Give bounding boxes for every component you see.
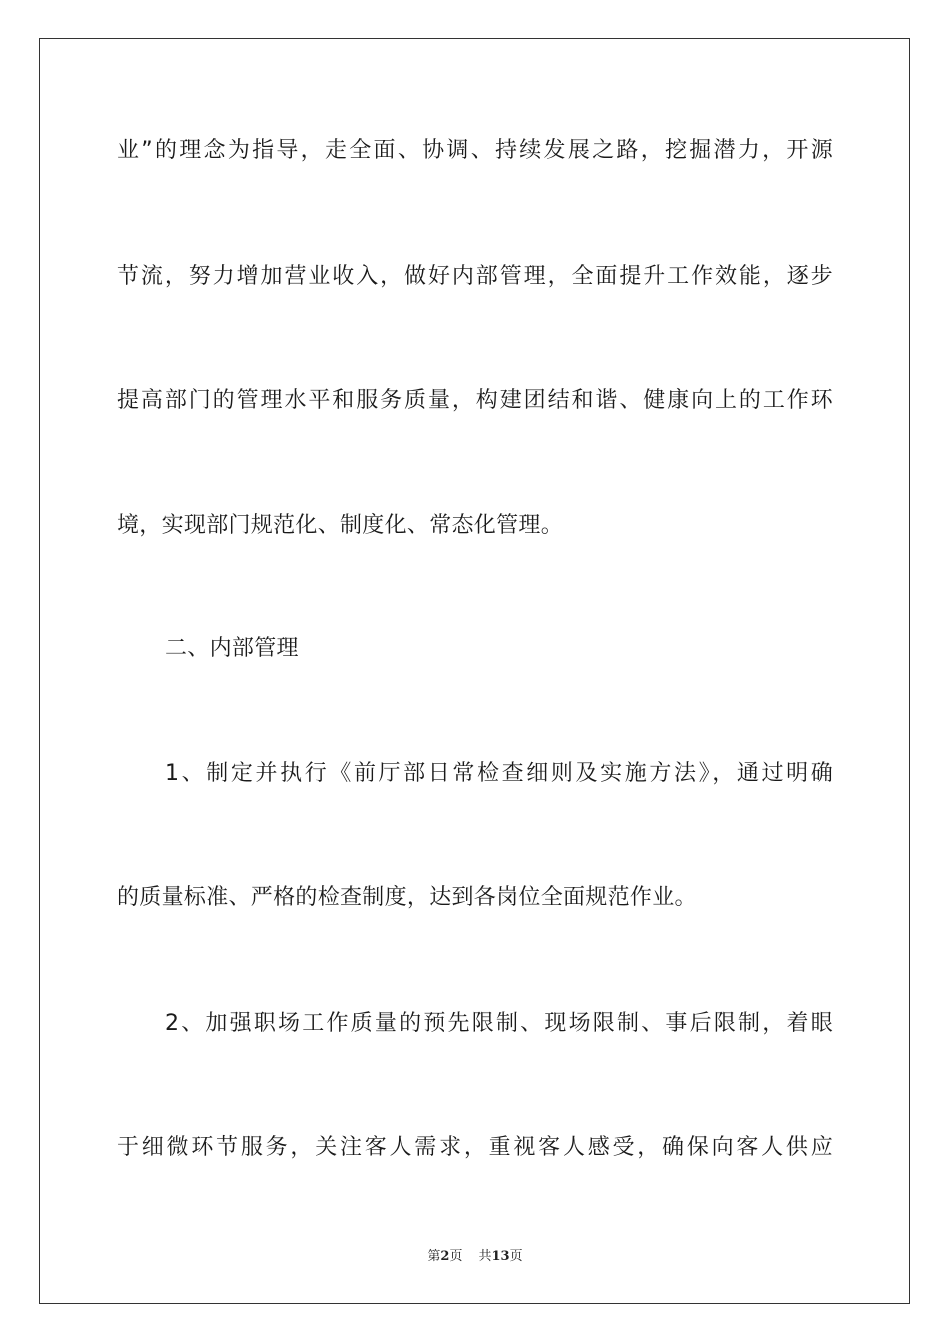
body-line-3: 提高部门的管理水平和服务质量，构建团结和谐、健康向上的工作环 — [117, 388, 833, 413]
page-border — [39, 38, 910, 1304]
list-item-2-line-1: 2、加强职场工作质量的预先限制、现场限制、事后限制，着眼 — [165, 1011, 833, 1036]
list-item-1-line-1: 1、制定并执行《前厅部日常检查细则及实施方法》，通过明确 — [165, 761, 833, 786]
footer-total-suffix: 页 — [509, 1249, 523, 1264]
body-line-4: 境，实现部门规范化、制度化、常态化管理。 — [117, 513, 564, 538]
section-heading: 二、内部管理 — [165, 636, 299, 661]
body-line-1: 业”的理念为指导，走全面、协调、持续发展之路，挖掘潜力，开源 — [117, 138, 833, 163]
body-line-2: 节流，努力增加营业收入，做好内部管理，全面提升工作效能，逐步 — [117, 264, 833, 289]
list-item-2-line-2: 于细微环节服务，关注客人需求，重视客人感受，确保向客人供应 — [117, 1135, 833, 1160]
page-footer — [0, 1248, 950, 1266]
footer-page-number: 2 — [440, 1249, 450, 1264]
footer-total-pages: 13 — [491, 1249, 510, 1264]
footer-page-suffix: 页 — [449, 1249, 463, 1264]
footer-total-prefix: 共 — [478, 1249, 492, 1264]
footer-page-prefix: 第 — [427, 1249, 441, 1264]
list-item-1-line-2: 的质量标准、严格的检查制度，达到各岗位全面规范作业。 — [117, 885, 697, 910]
